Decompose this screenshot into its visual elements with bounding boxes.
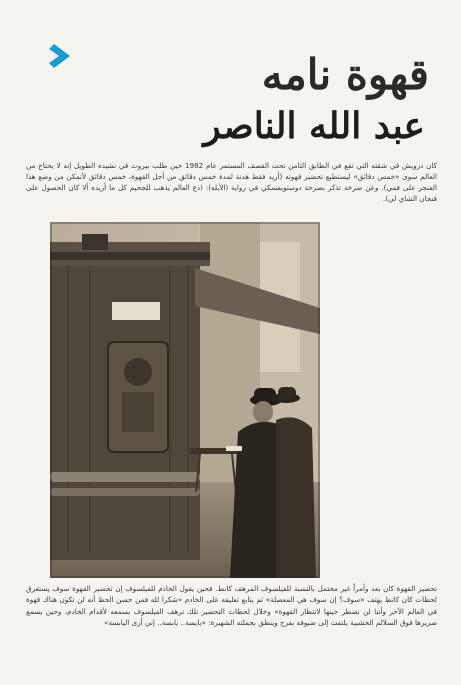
historic-photo [50, 222, 320, 578]
author-name: عبد الله الناصر [203, 105, 425, 147]
article-title: قهوة نامه [261, 50, 429, 99]
chevron-right-icon[interactable] [48, 41, 78, 71]
caption-paragraph: تحضير القهوة كان بعد وأمراً غير محتمل بالنسبة للفيلسوف المرهف كانط. فحين يقول الخادم للفيلسوف إن تحضير القهوة سوف يستغرق لحظات كان كانط يهتف «سوف؟ إن سوف هي المعضلة» ثم يتابع تعليقه على الخادم «شكرا لله فمن حسن الحظ أنه لن تكون هناك قهوة في العالم الآخر وأننا لن نضطر حينها لانتظار القهوة» وخلال لحظات التحضير تلك ترهف الفيلسوف بسمعه لأقدام الخادم، وحين يسمع صريرها فوق السلالم الخشبية يلتفت إلى ضيوفه بفرح وينطق بجملته الشهيرة: «يابسة.. يابسة.. إني أرى اليابسة» [26, 584, 437, 627]
intro-paragraph: كان درويش في شقته التي تقع في الطابق الثامن تحت القصف المستمر عام 1982 حين طلب بيروت في نشيده الطويل إنه لا يحتاج من العالم سوى «خمس دقائق» ليستطيع تحضير قهوته (أريد فقط هدنة لمدة خمس دقائق من أجل القهوة، خمس دقائق لأتمكن من وضع هذا الفنجر على فمي). وعن صرخة تذكر بصرخة دوستويفسكي في رواية (الأبله): (دع العالم يذهب للجحيم كل ما أريده ألا كان الحصول على فنجان الشاي لي). [26, 161, 438, 203]
